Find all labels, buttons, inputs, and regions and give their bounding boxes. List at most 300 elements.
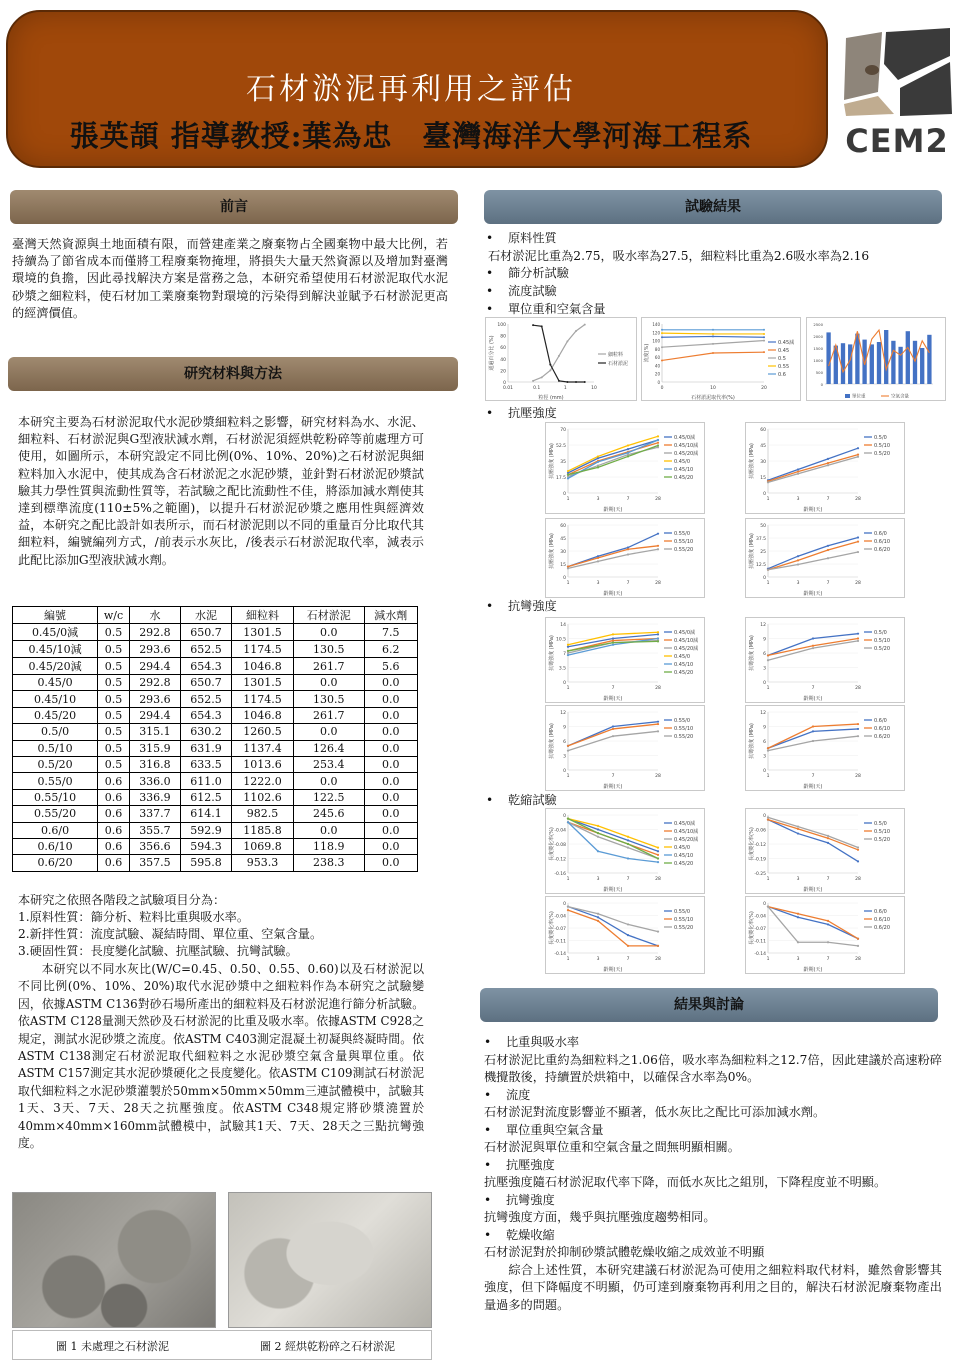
data-point <box>567 477 569 479</box>
x-tick-label: 7 <box>626 877 630 882</box>
table-row <box>13 806 418 822</box>
y-axis-label: 通過百分比 (%) <box>489 335 495 371</box>
series-line <box>568 546 658 567</box>
y-tick-label: 0 <box>563 492 566 497</box>
data-point <box>797 826 799 828</box>
poster-authors: 張英頡 指導教授:葉為忠 臺灣海洋大學河海工程系 <box>69 119 753 153</box>
data-point <box>827 835 829 837</box>
table-cell: 122.5 <box>293 789 364 805</box>
data-point <box>575 330 577 332</box>
table-cell: 261.7 <box>293 707 364 723</box>
data-point <box>857 536 859 538</box>
x-tick-label: 28 <box>855 686 861 691</box>
data-point <box>567 909 569 911</box>
data-point <box>812 637 814 639</box>
table-cell: 0.5 <box>98 658 130 675</box>
x-tick-label: 10 <box>710 386 716 391</box>
intro-heading: 前言 <box>10 190 458 224</box>
x-tick-label: 1 <box>766 686 770 691</box>
legend-label: 石材淤泥 <box>608 361 629 367</box>
table-cell: 130.5 <box>293 641 364 658</box>
y-tick-label: 30 <box>560 550 566 555</box>
x-axis-label: 齡期(天) <box>603 696 623 702</box>
x-tick-label: 0.1 <box>533 386 541 391</box>
data-point <box>567 818 569 820</box>
table-cell: 1046.8 <box>231 707 293 723</box>
y-axis-label: 抗壓強度 (MPa) <box>749 533 755 569</box>
table-cell: 292.8 <box>129 624 180 641</box>
legend-label: 0.45/10減 <box>674 443 699 449</box>
logo-wordmark: CEM2 <box>845 122 949 160</box>
table-header-cell: 石材淤泥 <box>293 607 364 624</box>
table-cell: 0.55/20 <box>13 806 98 822</box>
data-point <box>661 359 663 361</box>
dry-055-panel <box>545 896 705 974</box>
table-cell: 294.4 <box>129 707 180 723</box>
data-point <box>612 633 614 635</box>
y-tick-label: 0 <box>820 382 823 387</box>
y-tick-label: 0 <box>503 381 506 386</box>
y-tick-label: 100 <box>652 338 660 344</box>
legend-label: 0.55/0 <box>674 909 690 915</box>
y-tick-label: 52.5 <box>555 444 566 449</box>
table-cell: 0.0 <box>364 855 417 871</box>
discussion-item-title: • 乾燥收縮 <box>484 1227 555 1242</box>
data-point <box>627 945 629 947</box>
data-point <box>827 557 829 559</box>
y-tick-label: -0.07 <box>554 927 566 932</box>
table-cell: 0.0 <box>364 838 417 854</box>
table-cell: 6.2 <box>364 641 417 658</box>
data-point <box>657 435 659 437</box>
data-point <box>857 551 859 553</box>
data-point <box>712 335 714 337</box>
series-line <box>568 907 658 946</box>
y-tick-label: 500 <box>815 370 823 375</box>
legend-label: 0.45 <box>778 348 790 354</box>
table-cell: 294.4 <box>129 658 180 675</box>
table-row <box>13 641 418 658</box>
table-cell: 336.9 <box>129 789 180 805</box>
data-point <box>812 647 814 649</box>
y-tick-label: 6 <box>763 740 766 745</box>
table-cell: 0.0 <box>364 822 417 838</box>
y-tick-label: 60 <box>654 355 660 361</box>
legend-label: 0.6/10 <box>874 726 890 732</box>
y-tick-label: 80 <box>500 334 506 340</box>
legend-label: 0.5 <box>778 356 786 362</box>
data-point <box>797 559 799 561</box>
series-line <box>768 907 858 946</box>
table-cell: 0.6/20 <box>13 855 98 871</box>
data-point <box>857 447 859 449</box>
data-point <box>763 329 765 331</box>
table-cell: 0.6/0 <box>13 822 98 838</box>
table-cell: 0.0 <box>364 675 417 691</box>
data-point <box>712 333 714 335</box>
discussion-item-text: 石材淤泥對流度影響並不顯著，低水灰比之配比可添加減水劑。 <box>484 1105 826 1119</box>
data-point <box>612 637 614 639</box>
x-tick-label: 1 <box>566 877 570 882</box>
table-cell: 0.0 <box>293 675 364 691</box>
dry-05-panel <box>745 808 905 894</box>
legend-label: 0.6/20 <box>874 547 890 553</box>
legend-label: 0.5/0 <box>874 630 887 636</box>
data-point <box>657 533 659 535</box>
discussion-item-title: • 抗壓強度 <box>484 1157 555 1172</box>
data-point <box>857 860 859 862</box>
table-cell: 0.0 <box>364 707 417 723</box>
data-point <box>857 541 859 543</box>
x-tick-label: 28 <box>655 581 661 586</box>
data-point <box>797 832 799 834</box>
data-point <box>627 448 629 450</box>
x-tick-label: 1 <box>566 957 570 962</box>
discussion-item-title: • 比重與吸水率 <box>484 1035 580 1049</box>
y-tick-label: 3 <box>563 754 566 760</box>
y-tick-label: 3 <box>763 754 766 760</box>
data-point <box>657 861 659 863</box>
y-tick-label: 10.5 <box>555 637 566 643</box>
y-tick-label: -0.07 <box>754 927 766 932</box>
data-point <box>558 355 560 357</box>
table-cell: 0.5 <box>98 624 130 641</box>
data-point <box>827 464 829 466</box>
flex-05-panel <box>745 617 905 703</box>
data-point <box>657 640 659 642</box>
data-point <box>763 351 765 353</box>
legend-label: 0.6 <box>778 372 786 378</box>
discussion-item-text: 石材淤泥比重約為細粒料之1.06倍，吸水率為細粒料之12.7倍，因此建議於高速粉碎機攪散後，持續置於烘箱中，以確保含水率為0%。 <box>484 1052 942 1084</box>
x-tick-label: 0.01 <box>502 386 514 391</box>
y-tick-label: 9 <box>763 637 766 643</box>
x-axis-label: 齡期(天) <box>803 507 823 513</box>
table-cell: 1013.6 <box>231 756 293 772</box>
fig1-caption: 圖 1 未處理之石材淤泥 <box>56 1340 169 1353</box>
data-point <box>597 828 599 830</box>
y-axis-label: 長度變化率(%) <box>749 827 755 861</box>
y-axis-label: 抗壓強度 (MPa) <box>549 443 555 479</box>
discussion-item-title: • 抗彎強度 <box>484 1192 555 1207</box>
x-tick-label: 1 <box>766 581 770 586</box>
dried-sludge-photo <box>228 1192 432 1328</box>
series-line <box>768 457 858 483</box>
x-axis-label: 齡期(天) <box>603 507 623 513</box>
x-tick-label: 28 <box>855 877 861 882</box>
y-tick-label: 12 <box>760 711 766 716</box>
data-point <box>549 369 551 371</box>
bullet-unit: • 單位重和空氣含量 <box>486 302 606 316</box>
table-cell: 0.5/10 <box>13 740 98 756</box>
data-point <box>627 847 629 849</box>
y-tick-label: 0 <box>563 769 566 774</box>
data-point <box>797 473 799 475</box>
mix-design-table <box>12 606 418 872</box>
x-tick-label: 28 <box>855 957 861 962</box>
x-axis-label: 齡期(天) <box>803 887 823 893</box>
discussion-item-text: 抗壓強度隨石材淤泥取代率下降，而低水灰比之組別，下降程度並不明顯。 <box>484 1175 887 1189</box>
y-tick-label: 45 <box>760 444 766 449</box>
legend-label: 0.55/20 <box>674 547 694 553</box>
legend-label: 0.5/0 <box>874 821 887 827</box>
table-cell: 0.6 <box>98 773 130 789</box>
raw-sludge-photo <box>12 1192 216 1328</box>
table-row <box>13 724 418 740</box>
data-point <box>812 645 814 647</box>
table-cell: 130.5 <box>293 691 364 707</box>
discussion-item-text: 石材淤泥與單位重和空氣含量之間無明顯相關。 <box>484 1140 740 1154</box>
legend-swatch <box>845 394 850 398</box>
y-tick-label: 3 <box>763 666 766 672</box>
legend-label: 細粒料 <box>608 352 624 358</box>
x-axis-label: 齡期(天) <box>803 696 823 702</box>
data-point <box>567 750 569 752</box>
table-cell: 611.0 <box>180 773 231 789</box>
legend-label: 空氣含量 <box>891 394 909 400</box>
y-tick-label: 60 <box>500 346 506 352</box>
data-point <box>567 470 569 472</box>
x-tick-label: 10 <box>591 386 597 391</box>
x-tick-label: 1 <box>566 686 570 691</box>
table-cell: 0.6 <box>98 855 130 871</box>
x-tick-label: 7 <box>611 774 615 779</box>
data-point <box>661 329 663 331</box>
discussion-item-text: 石材淤泥對於抑制砂漿試體乾燥收縮之成效並不明顯 <box>484 1245 765 1259</box>
comp-045-panel <box>545 422 705 514</box>
y-tick-label: 12.5 <box>755 563 766 568</box>
data-point <box>763 340 765 342</box>
y-tick-label: 40 <box>654 363 660 369</box>
table-cell: 315.1 <box>129 724 180 740</box>
legend-label: 0.55/20 <box>674 925 694 931</box>
data-point <box>657 442 659 444</box>
legend-label: 0.6/0 <box>874 909 887 915</box>
bullet-raw: • 原料性質 <box>486 231 557 245</box>
unit-weight-bar <box>906 331 910 384</box>
table-header-cell: 編號 <box>13 607 98 624</box>
table-cell: 652.5 <box>180 691 231 707</box>
y-axis-label: 長度變化率(%) <box>549 827 555 861</box>
data-point <box>584 324 586 326</box>
y-tick-label: 2500 <box>813 322 823 327</box>
table-cell: 0.0 <box>293 773 364 789</box>
data-point <box>767 654 769 656</box>
data-point <box>712 343 714 345</box>
y-axis-label: 抗彎強度 (MPa) <box>549 723 555 759</box>
data-point <box>532 380 534 382</box>
table-cell: 592.9 <box>180 822 231 838</box>
y-tick-label: 3.5 <box>558 666 566 672</box>
y-tick-label: 35 <box>560 460 566 465</box>
data-point <box>612 644 614 646</box>
data-point <box>797 563 799 565</box>
data-point <box>567 644 569 646</box>
intro-text: 臺灣天然資源與土地面積有限，而營建產業之廢棄物占全國棄物中最大比例，若持續為了節省成本而僅將工程廢棄物掩埋，將損失大量天然資源以及增加對臺灣環境的負擔，因此尋找解決方案是當務之急，本研究希望使用石材淤泥取代水泥砂漿之細粒料，使石材加工業廢棄物對環境的污染得到解決並賦予石材淤泥更高的經濟價值。 <box>12 237 448 320</box>
y-tick-label: 20 <box>500 369 506 375</box>
data-point <box>597 836 599 838</box>
legend-label: 0.45/10減 <box>674 829 699 835</box>
table-cell: 0.45/20減 <box>13 658 98 675</box>
unit-weight-bar <box>891 341 895 384</box>
table-cell: 0.0 <box>293 624 364 641</box>
table-cell: 982.5 <box>231 806 293 822</box>
data-point <box>597 466 599 468</box>
legend-label: 0.45/20減 <box>674 451 699 457</box>
data-point <box>657 930 659 932</box>
x-tick-label: 28 <box>855 581 861 586</box>
y-tick-label: 6 <box>563 740 566 745</box>
table-cell: 0.5/0 <box>13 724 98 740</box>
table-cell: 355.7 <box>129 822 180 838</box>
table-cell: 0.0 <box>364 691 417 707</box>
table-cell: 1301.5 <box>231 675 293 691</box>
table-cell: 630.2 <box>180 724 231 740</box>
y-tick-label: 1000 <box>813 358 823 363</box>
legend-label: 0.55/10 <box>674 917 694 923</box>
methods-heading: 研究材料與方法 <box>8 357 458 391</box>
table-cell: 357.5 <box>129 855 180 871</box>
x-tick-label: 28 <box>655 774 661 779</box>
table-cell: 0.0 <box>364 756 417 772</box>
unit-weight-bar <box>870 344 874 384</box>
data-point <box>575 381 577 383</box>
table-cell: 612.5 <box>180 789 231 805</box>
data-point <box>767 747 769 749</box>
table-row <box>13 658 418 675</box>
x-tick-label: 3 <box>796 957 800 962</box>
table-cell: 0.0 <box>364 724 417 740</box>
conclusion-text: 綜合上述性質，本研究建議石材淤泥為可使用之細粒料取代材料，雖然會影響其強度，但下降幅度不明顯，仍可達到廢棄物再利用之目的，解決石材淤泥廢棄物產出量過多的問題。 <box>484 1262 942 1312</box>
x-axis-label: 齡期(天) <box>803 591 823 597</box>
table-header-cell: 水 <box>129 607 180 624</box>
y-tick-label: 9 <box>763 725 766 731</box>
y-tick-label: 14 <box>560 623 566 628</box>
data-point <box>657 637 659 639</box>
data-point <box>657 439 659 441</box>
y-tick-label: 0 <box>763 902 766 907</box>
data-point <box>627 553 629 555</box>
legend-label: 0.45/10 <box>674 662 694 668</box>
y-tick-label: 40 <box>500 357 506 363</box>
unit-weight-bar <box>927 335 931 384</box>
table-cell: 126.4 <box>293 740 364 756</box>
data-point <box>797 941 799 943</box>
table-cell: 0.6 <box>98 838 130 854</box>
table-cell: 0.5 <box>98 756 130 772</box>
dry-045-panel <box>545 808 705 894</box>
data-point <box>767 569 769 571</box>
table-cell: 0.0 <box>293 724 364 740</box>
y-tick-label: -0.16 <box>554 872 566 877</box>
data-point <box>712 329 714 331</box>
x-tick-label: 3 <box>596 877 600 882</box>
legend-label: 0.5/10 <box>874 638 890 644</box>
legend-label: 0.45/0 <box>674 459 690 465</box>
table-cell: 1174.5 <box>231 691 293 707</box>
data-point <box>597 560 599 562</box>
table-cell: 0.0 <box>364 773 417 789</box>
table-cell: 652.5 <box>180 641 231 658</box>
data-point <box>661 336 663 338</box>
y-tick-label: -0.08 <box>554 843 566 848</box>
data-point <box>657 730 659 732</box>
y-axis-label: 抗壓強度 (MPa) <box>749 443 755 479</box>
data-point <box>857 945 859 947</box>
y-tick-label: 0 <box>657 380 660 385</box>
x-tick-label: 7 <box>826 877 830 882</box>
bullet-sieve: • 篩分析試驗 <box>486 266 569 280</box>
results-heading: 試驗結果 <box>484 190 942 224</box>
discussion-item-title: • 單位重與空氣含量 <box>484 1122 604 1137</box>
table-cell: 594.3 <box>180 838 231 854</box>
table-row <box>13 707 418 723</box>
series-line <box>568 819 658 859</box>
y-tick-label: 60 <box>560 524 566 529</box>
table-cell: 1174.5 <box>231 641 293 658</box>
data-point <box>767 816 769 818</box>
data-point <box>827 545 829 547</box>
y-tick-label: 0 <box>763 681 766 686</box>
table-cell: 0.6 <box>98 806 130 822</box>
data-point <box>612 735 614 737</box>
data-point <box>567 745 569 747</box>
table-header-cell: w/c <box>98 607 130 624</box>
data-point <box>767 481 769 483</box>
legend-label: 0.6/20 <box>874 734 890 740</box>
table-cell: 0.55/0 <box>13 773 98 789</box>
data-point <box>567 474 569 476</box>
table-cell: 0.5 <box>98 691 130 707</box>
data-point <box>567 652 569 654</box>
legend-label: 0.6/0 <box>874 531 887 537</box>
table-row <box>13 691 418 707</box>
data-point <box>657 548 659 550</box>
data-point <box>657 721 659 723</box>
procedure-text: 本研究以不同水灰比(W/C=0.45、0.50、0.55、0.60)以及石材淤泥以不同比例(0%、10%、20%)取代水泥砂漿中之細粒料作為本研究之試驗變因，依據ASTM C136對砂石場所產出的細粒料及石材淤泥進行篩分析試驗。依ASTM C128量測天然砂及石材淤泥的比重及吸水率。依據ASTM C928之規定，測試水泥砂漿之流度。依ASTM C403測定混凝土初凝與終凝時間。依ASTM C138測定石材淤泥取代細粒料之水泥砂漿空氣含量與單位重。依ASTM C157測定其水泥砂漿硬化之長度變化。依ASTM C109測試石材淤泥取代細粒料之水泥砂漿灌製於50mm×50mm×50mm三連試體模中，試驗其1天、3天、7天、28天之抗壓強度。依ASTM C348規定將砂漿澆置於40mm×40mm×160mm試體模中，試驗其1天、7天、28天之三點抗彎強度。 <box>18 962 424 1151</box>
x-tick-label: 3 <box>596 581 600 586</box>
y-tick-label: 30 <box>760 460 766 465</box>
legend-label: 0.45/20 <box>674 861 694 867</box>
x-tick-label: 7 <box>811 686 815 691</box>
y-tick-label: -0.11 <box>754 939 766 945</box>
data-point <box>597 461 599 463</box>
legend-label: 0.45/0減 <box>674 630 695 636</box>
test-item-2: 2.新拌性質：流度試驗、凝結時間、單位重、空氣含量。 <box>18 927 323 941</box>
data-point <box>612 728 614 730</box>
x-tick-label: 28 <box>855 774 861 779</box>
data-point <box>627 455 629 457</box>
data-point <box>767 819 769 821</box>
y-axis-label: 長度變化率(%) <box>549 911 555 945</box>
table-cell: 1222.0 <box>231 773 293 789</box>
data-point <box>712 352 714 354</box>
table-cell: 631.9 <box>180 740 231 756</box>
x-tick-label: 7 <box>811 774 815 779</box>
x-axis-label: 齡期(天) <box>603 887 623 893</box>
y-tick-label: 9 <box>563 725 566 731</box>
raw-text: 石材淤泥比重為2.75，吸水率為27.5，細粒料比重為2.6吸水率為2.16 <box>488 249 870 263</box>
y-axis-label: 抗壓強度 (MPa) <box>549 533 555 569</box>
legend-label: 0.45/10減 <box>674 638 699 644</box>
flex-06-panel <box>745 705 905 791</box>
discussion-heading: 結果與討論 <box>480 988 938 1022</box>
legend-label: 0.5/20 <box>874 451 890 457</box>
data-point <box>597 913 599 915</box>
x-tick-label: 1 <box>563 386 567 391</box>
legend-label: 0.5/20 <box>874 646 890 652</box>
legend-label: 0.45/20 <box>674 475 694 481</box>
legend-label: 0.45減 <box>778 340 795 346</box>
